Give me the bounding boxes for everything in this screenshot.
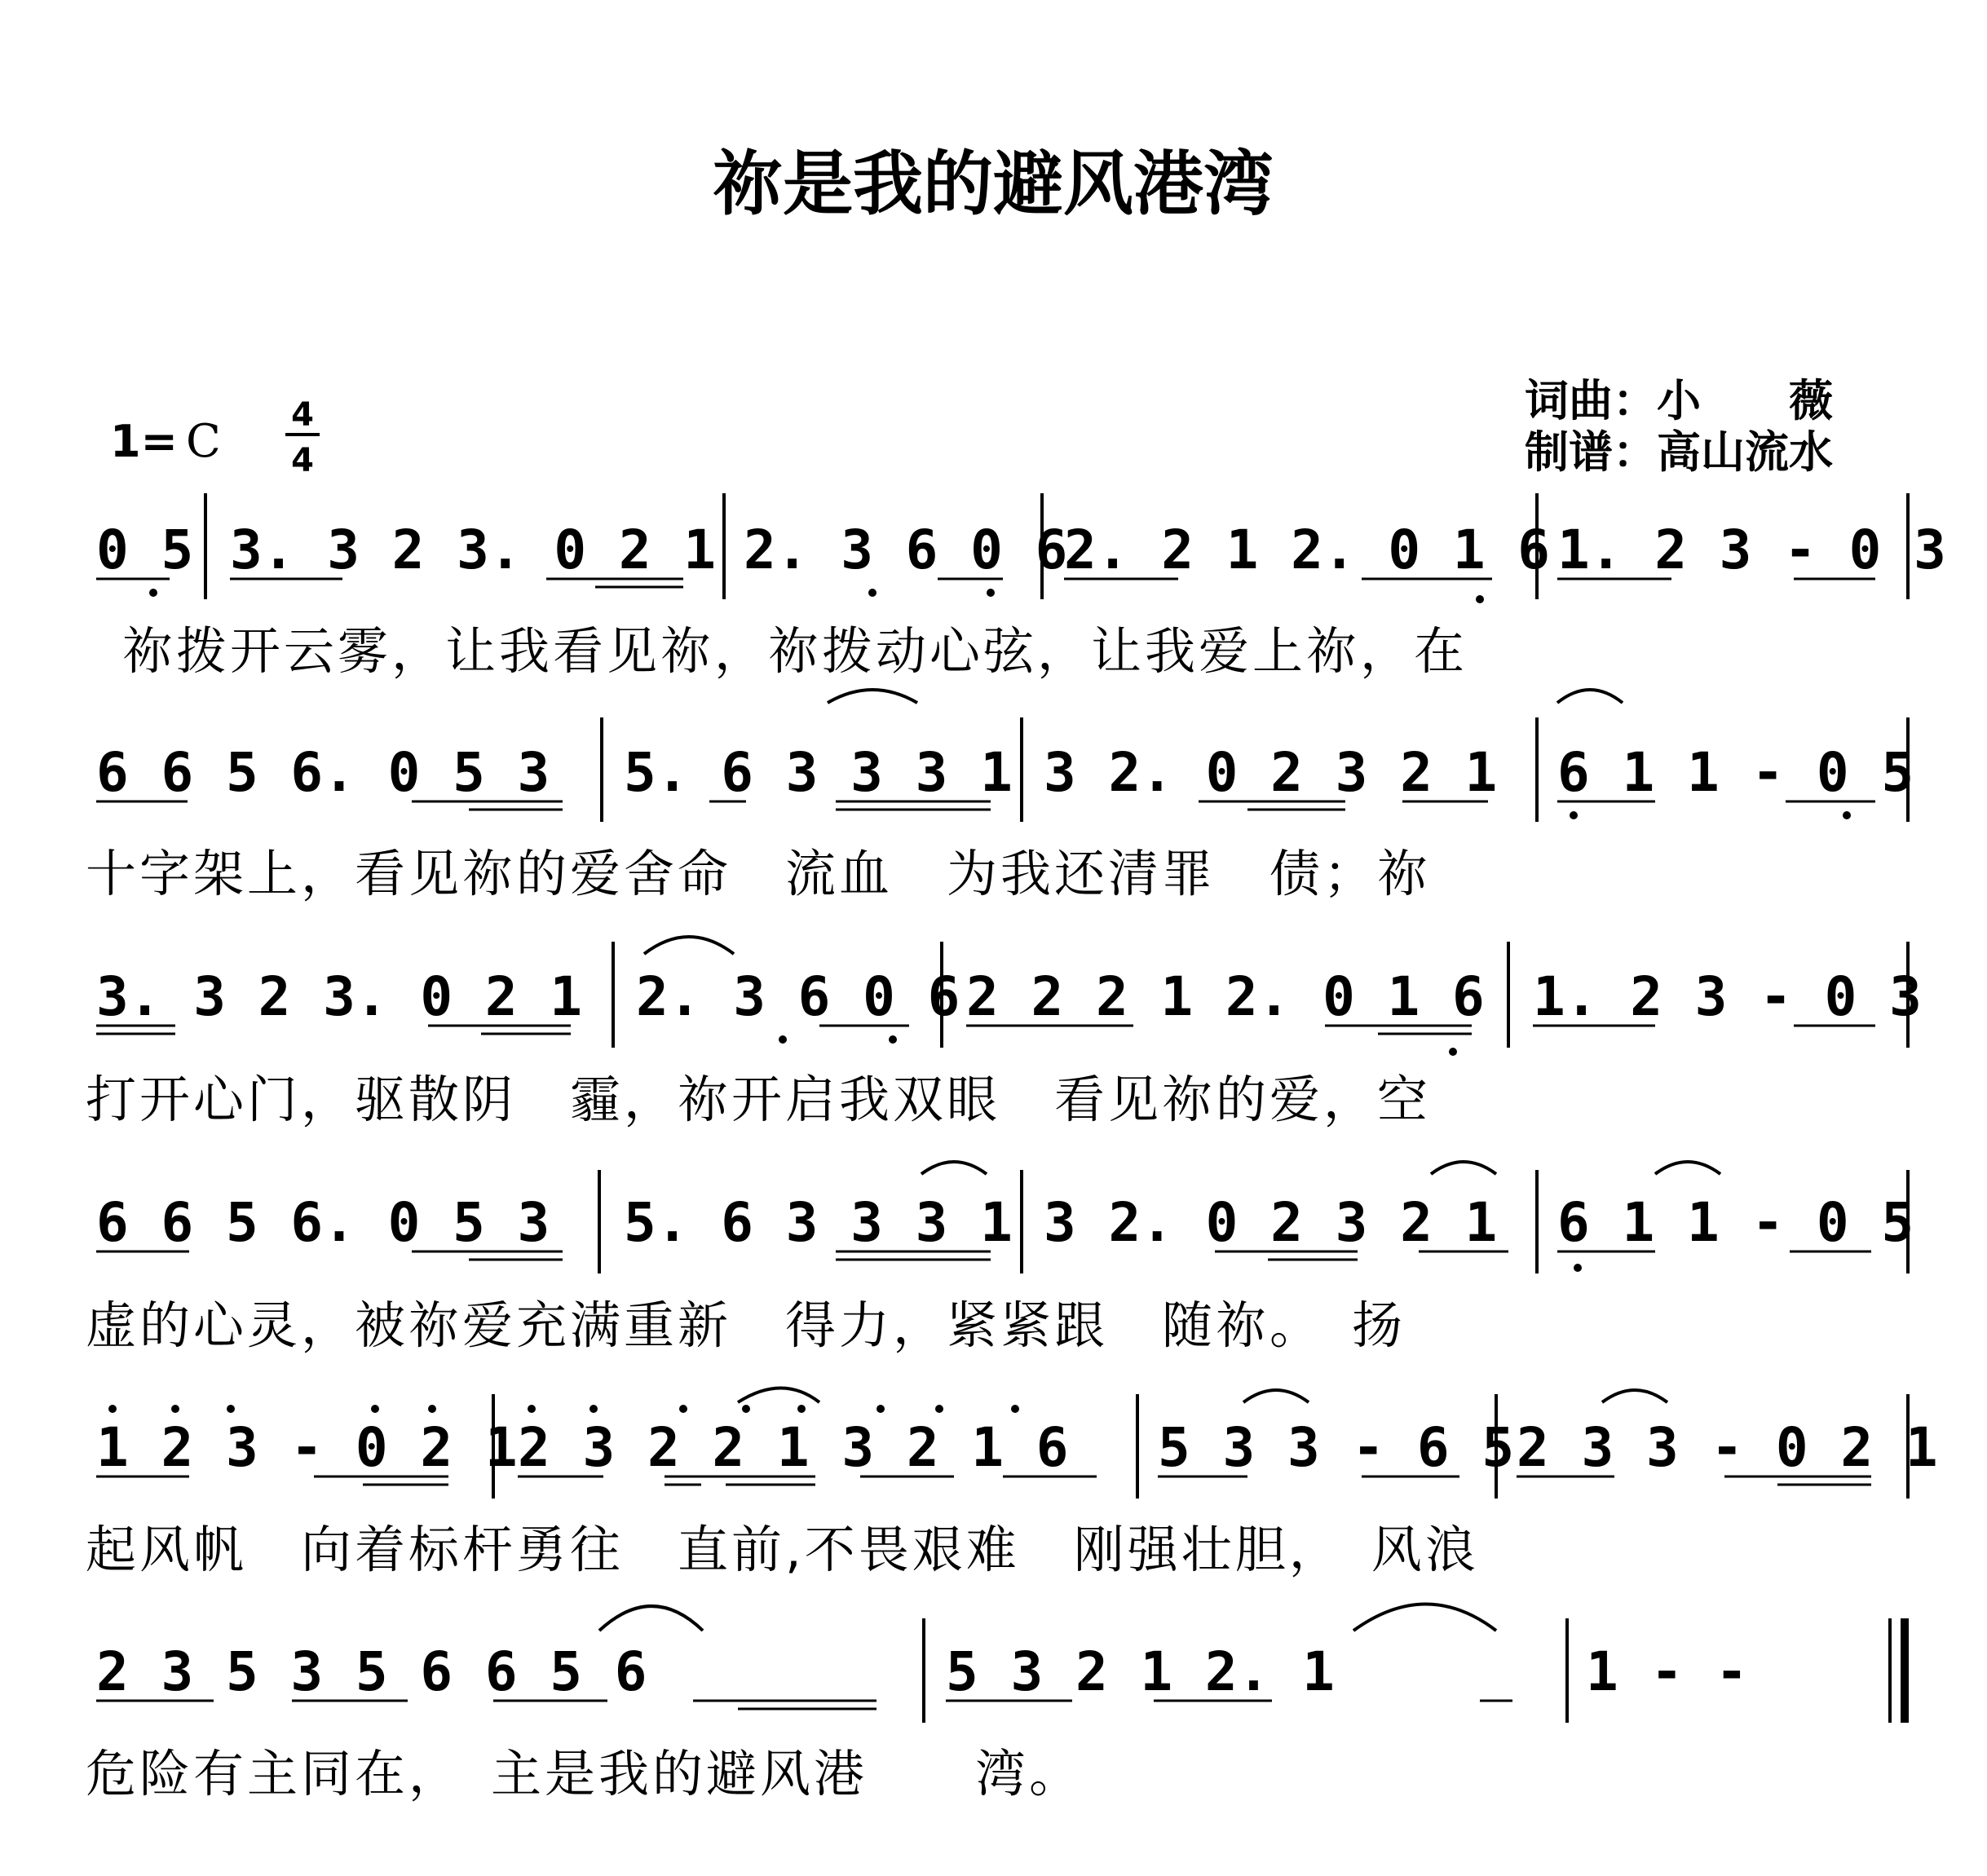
low-octave-dot: [987, 589, 995, 597]
high-octave-dot: [742, 1405, 750, 1413]
music-system-3: [96, 937, 1922, 1056]
high-octave-dot: [1011, 1405, 1019, 1413]
bar-2-4: 6 1 1 - 0 5: [1557, 741, 1914, 804]
bar-3-2: 2. 3 6 0 6: [636, 965, 960, 1028]
slur: [1431, 1162, 1496, 1174]
low-octave-dot: [149, 589, 157, 597]
lyrics-line-4: 虚的心灵，被祢爱充满重新 得力，紧紧跟 随祢。 扬: [86, 1296, 1406, 1355]
bar-5-2: 2 3 2 2 1 3 2 1 6: [518, 1416, 1069, 1479]
low-octave-dot: [868, 589, 876, 597]
slur: [644, 937, 734, 954]
lyrics-line-1: 祢拨开云雾，让我看见祢，祢拨动心弦，让我爱上祢，在: [122, 621, 1468, 681]
bar-2-3: 3 2. 0 2 3 2 1: [1044, 741, 1498, 804]
slur: [1602, 1390, 1667, 1402]
bar-3-1: 3. 3 2 3. 0 2 1: [96, 965, 583, 1028]
high-octave-dot: [679, 1405, 687, 1413]
music-system-2: [96, 690, 1914, 822]
meter-bottom: 4: [291, 442, 314, 479]
bar-1-2: 3. 3 2 3. 0 2 1: [230, 519, 717, 581]
bar-5-4: 2 3 3 - 0 2 1: [1517, 1416, 1938, 1479]
slur: [1353, 1605, 1496, 1631]
lyrics-line-6: 危险有主同在， 主是我的避风港 湾。: [86, 1744, 1084, 1803]
bar-1-3: 2. 3 6 0 6: [744, 519, 1068, 581]
music-system-1: [96, 493, 1946, 603]
bar-1-1: 0 5: [96, 519, 194, 581]
low-octave-dot: [1476, 595, 1484, 603]
low-octave-dot: [1449, 1048, 1457, 1056]
bar-4-2: 5. 6 3 3 3 1: [624, 1191, 1013, 1254]
lyrics-line-5: 起风帆 向着标杆勇往 直前,不畏艰难 刚强壮胆， 风浪: [86, 1520, 1479, 1579]
bar-6-2: 5 3 2 1 2. 1: [946, 1640, 1335, 1703]
bar-2-2: 5. 6 3 3 3 1: [624, 741, 1013, 804]
low-octave-dot: [889, 1035, 897, 1044]
slur: [921, 1162, 987, 1174]
bar-1-4: 2. 2 1 2. 0 1 6: [1064, 519, 1551, 581]
bar-1-5: 1. 2 3 - 0 3: [1557, 519, 1946, 581]
high-octave-dot: [589, 1405, 598, 1413]
meter-top: 4: [291, 396, 314, 434]
bar-2-1: 6 6 5 6. 0 5 3: [96, 741, 550, 804]
bar-6-1: 2 3 5 3 5 6 6 5 6: [96, 1640, 647, 1703]
slur: [828, 690, 917, 703]
bar-6-3: 1 - -: [1586, 1640, 1748, 1703]
credit-lyricist-composer: 词曲：小 薇: [1525, 375, 1833, 426]
key-tonic: C: [186, 415, 221, 468]
bar-5-3: 5 3 3 - 6 5: [1158, 1416, 1515, 1479]
high-octave-dot: [227, 1405, 235, 1413]
bar-4-4: 6 1 1 - 0 5: [1557, 1191, 1914, 1254]
high-octave-dot: [371, 1405, 379, 1413]
lyrics-line-3: 打开心门，驱散阴 霾，祢开启我双眼 看见祢的爱，空: [86, 1070, 1432, 1129]
bar-3-3: 2 2 2 1 2. 0 1 6: [966, 965, 1485, 1028]
bar-4-1: 6 6 5 6. 0 5 3: [96, 1191, 550, 1254]
music-system-5: [96, 1388, 1938, 1499]
slur: [738, 1388, 819, 1403]
high-octave-dot: [528, 1405, 536, 1413]
high-octave-dots: [108, 1405, 1019, 1413]
bar-4-3: 3 2. 0 2 3 2 1: [1044, 1191, 1498, 1254]
low-octave-dot: [1574, 1264, 1582, 1272]
lyrics-line-2: 十字架上，看见祢的爱舍命 流血 为我还清罪 债；祢: [86, 844, 1432, 903]
slur: [1655, 1162, 1720, 1174]
high-octave-dot: [171, 1405, 179, 1413]
slur: [1243, 1390, 1309, 1402]
slur: [1557, 690, 1623, 703]
low-octave-dot: [1570, 811, 1578, 819]
music-system-6: [96, 1605, 1905, 1724]
key-signature: [110, 396, 320, 479]
high-octave-dot: [428, 1405, 436, 1413]
slur: [599, 1606, 703, 1631]
low-octave-dot: [1843, 811, 1851, 819]
music-system-4: [96, 1162, 1914, 1273]
high-octave-dot: [935, 1405, 943, 1413]
credit-transcriber: 制谱：高山流水: [1525, 426, 1833, 478]
song-title: 祢是我的避风港湾: [713, 143, 1274, 225]
bar-3-4: 1. 2 3 - 0 3: [1533, 965, 1922, 1028]
bar-5-1: 1 2 3 - 0 2 1: [96, 1416, 518, 1479]
high-octave-dot: [797, 1405, 806, 1413]
low-octave-dot: [779, 1035, 787, 1044]
high-octave-dot: [876, 1405, 885, 1413]
key-prefix: 1=: [110, 416, 178, 467]
high-octave-dot: [108, 1405, 117, 1413]
